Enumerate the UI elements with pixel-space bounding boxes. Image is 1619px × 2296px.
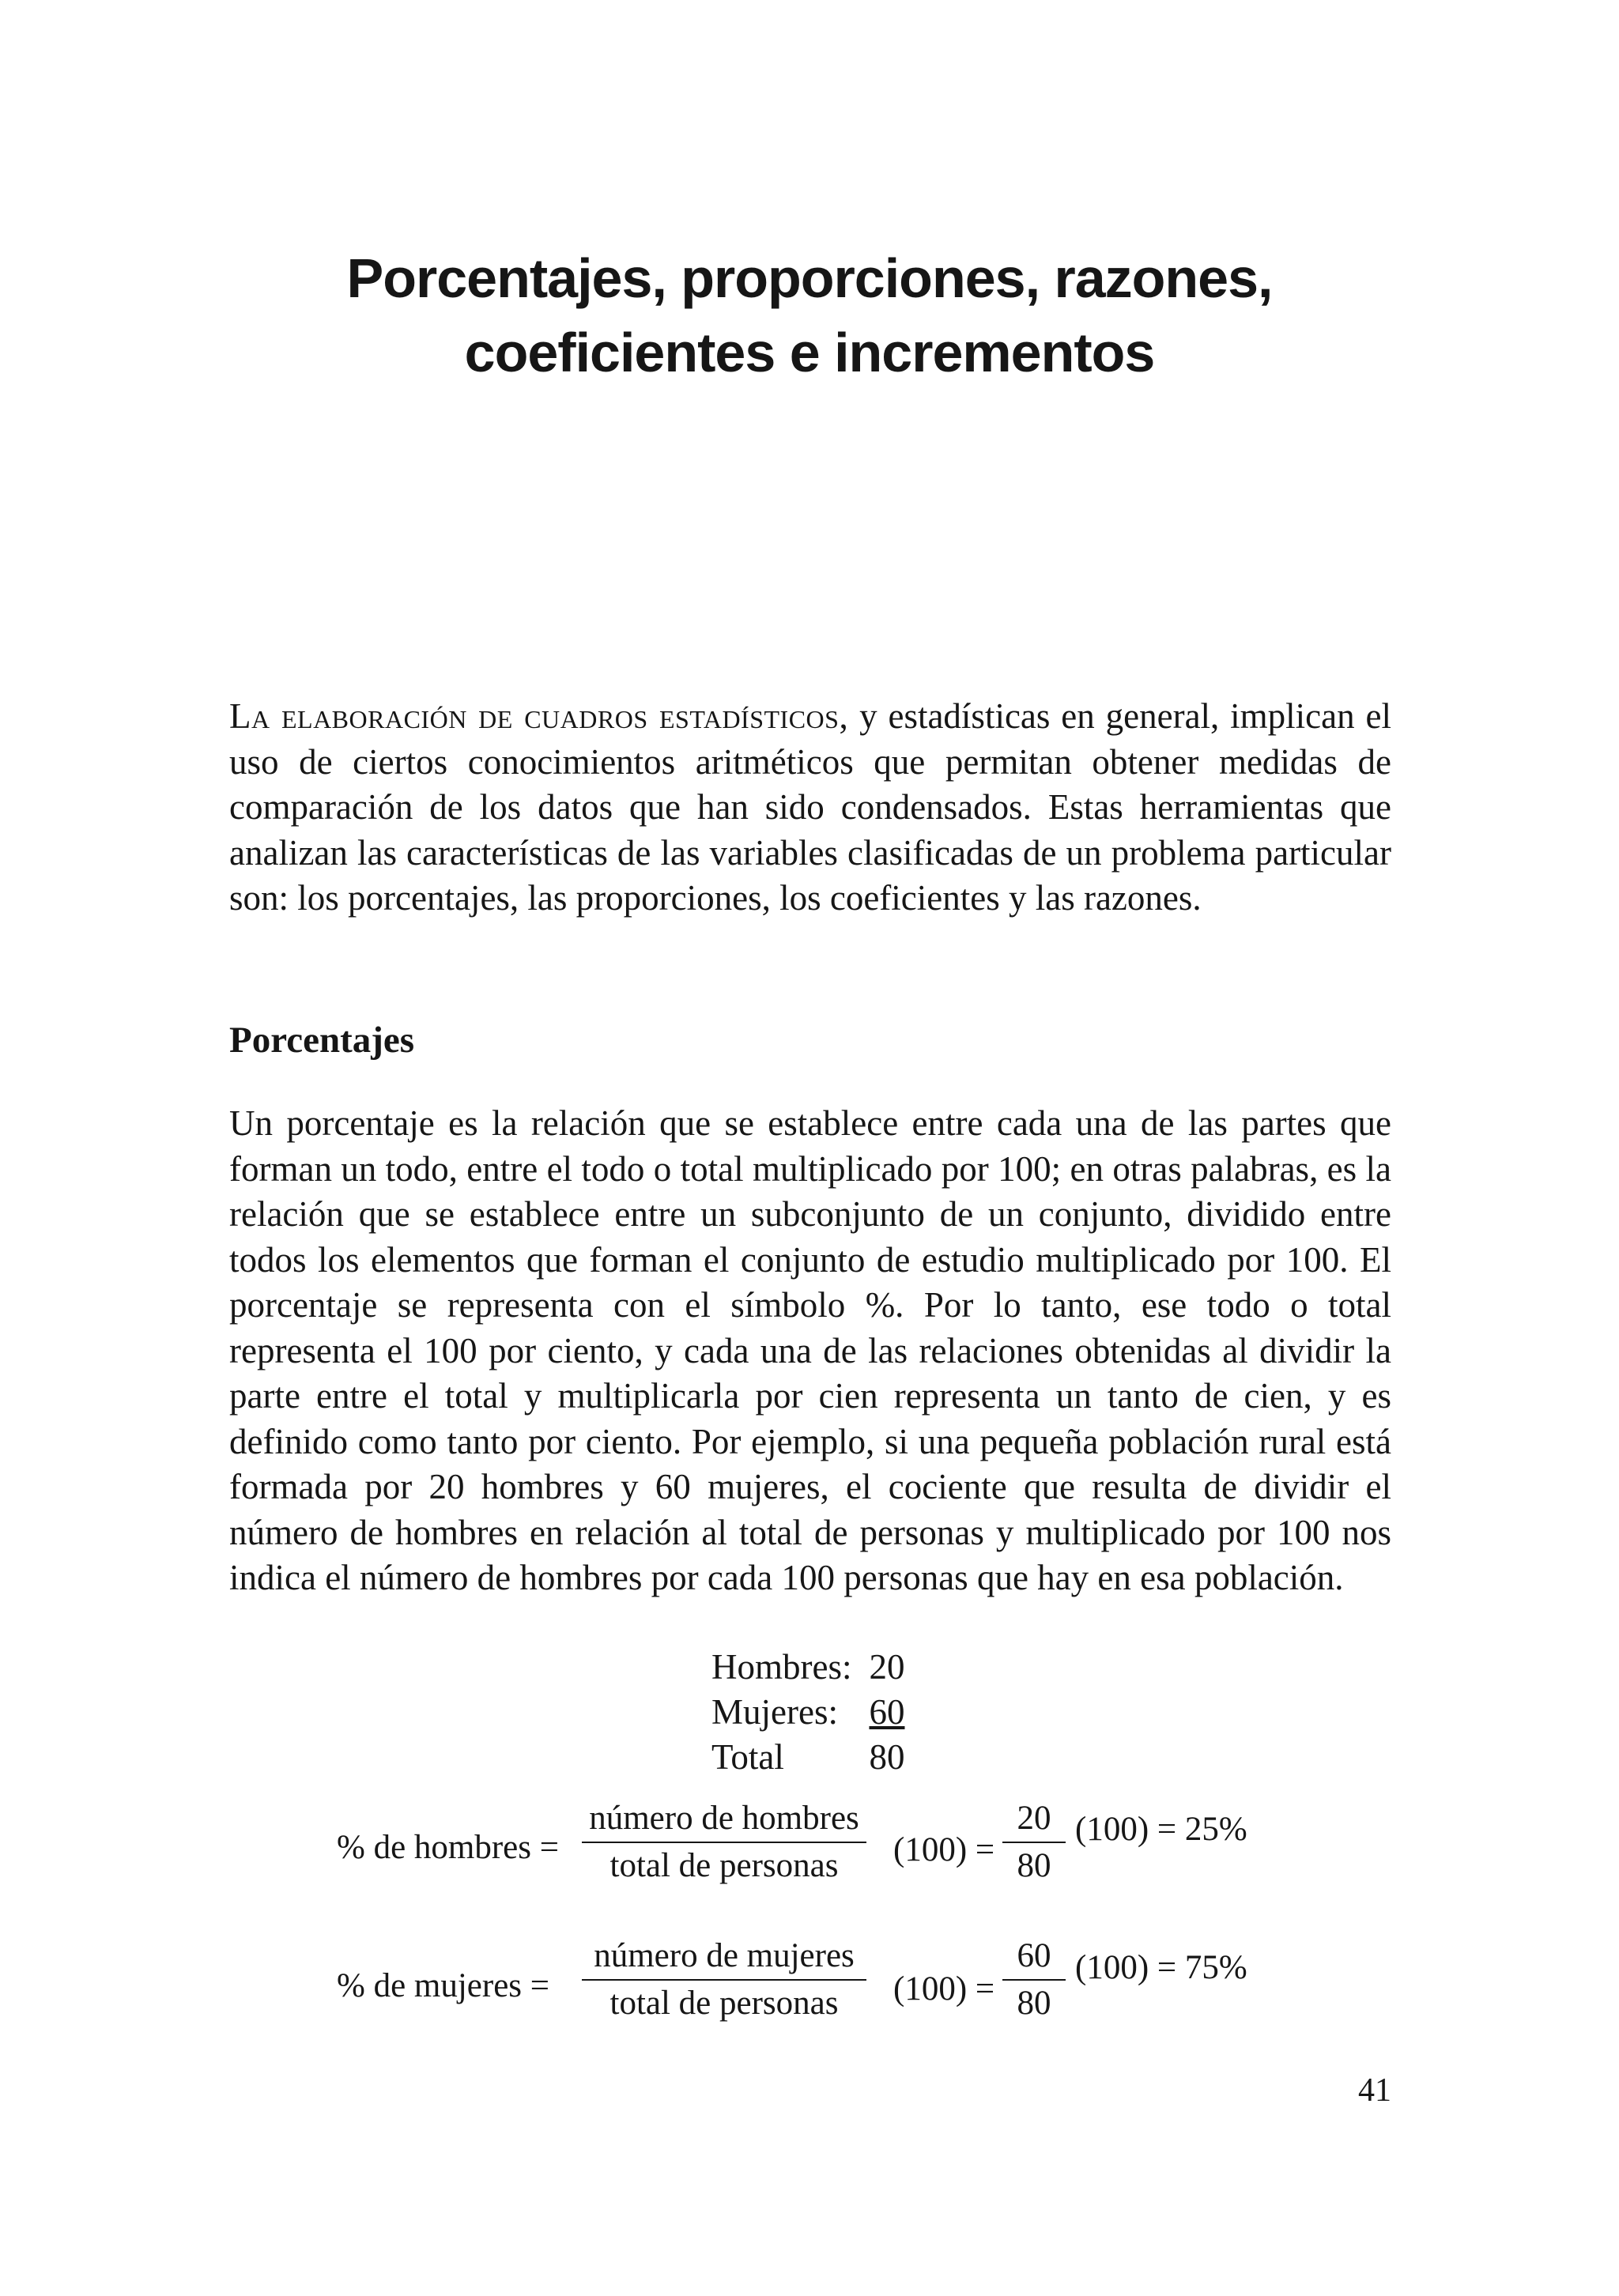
intro-lead-smallcaps: La elaboración de cuadros estadísticos,	[229, 696, 849, 736]
formula-fraction	[582, 1936, 866, 2023]
chapter-title-line-1: Porcentajes, proporciones, razones,	[346, 247, 1273, 309]
formula-result: (100) = 25%	[1075, 1811, 1247, 1848]
formula-lhs: % de hombres =	[337, 1829, 559, 1866]
population-table	[711, 1645, 904, 1780]
chapter-title	[158, 241, 1461, 390]
formula-result: (100) = 75%	[1075, 1949, 1247, 1986]
row-label: Total	[711, 1737, 784, 1777]
formula-value-fraction	[1002, 1799, 1066, 1886]
formula-lhs: % de mujeres =	[337, 1967, 550, 2004]
section-paragraph: Un porcentaje es la relación que se establece entre cada una de las partes que forman un todo, entre el todo o total multiplicado por 100; en otras palabras, es la relación que se establece entre un subconjunto de un conjunto, dividido entre todos los elementos que forman el conjunto de estudio multiplicado por 100. El porcentaje se representa con el símbolo %. Por lo tanto, ese todo o total representa el 100 por ciento, y cada una de las relaciones obtenidas al dividir la parte entre el total y multiplicarla por cien representa un tanto de cien, y es definido como tanto por ciento. Por ejemplo, si una pequeña población rural está formada por 20 hombres y 60 mujeres, el cociente que resulta de dividir el número de hombres en relación al total de personas y multiplicado por 100 nos indica el número de hombres por cada 100 personas que hay en esa población.	[229, 1103, 1391, 1597]
table-row	[711, 1735, 904, 1780]
fraction-denominator: total de personas	[609, 1847, 839, 1884]
formula-factor: (100) =	[893, 1970, 995, 2008]
value-denominator: 80	[1017, 1847, 1051, 1884]
formula-factor: (100) =	[893, 1831, 995, 1868]
chapter-title-line-2: coeficientes e incrementos	[464, 321, 1155, 383]
page-number: 41	[1358, 2072, 1391, 2109]
row-value: 60	[869, 1692, 905, 1732]
row-label: Mujeres:	[711, 1692, 838, 1732]
row-value: 80	[869, 1737, 905, 1777]
fraction-denominator: total de personas	[609, 1985, 839, 2022]
row-value: 20	[869, 1647, 905, 1687]
row-label: Hombres:	[711, 1647, 852, 1687]
value-denominator: 80	[1017, 1985, 1051, 2022]
formula-value-fraction	[1002, 1936, 1066, 2023]
fraction-numerator: número de hombres	[582, 1799, 866, 1843]
value-numerator: 20	[1002, 1799, 1066, 1843]
fraction-numerator: número de mujeres	[582, 1936, 866, 1981]
table-row	[711, 1690, 904, 1735]
table-row	[711, 1645, 904, 1690]
intro-paragraph	[229, 694, 1391, 922]
section-heading: Porcentajes	[229, 1020, 415, 1061]
value-numerator: 60	[1002, 1936, 1066, 1981]
formula-fraction	[582, 1799, 866, 1886]
intro-text: y estadísticas en general, implican el uso de ciertos conocimientos aritméticos que permitan obtener medidas de comparación de los datos que han sido condensados. Estas herramientas que analizan las características de las variables clasificadas de un problema particular son: los porcentajes, las proporciones, los coeficientes y las razones.	[229, 696, 1391, 918]
